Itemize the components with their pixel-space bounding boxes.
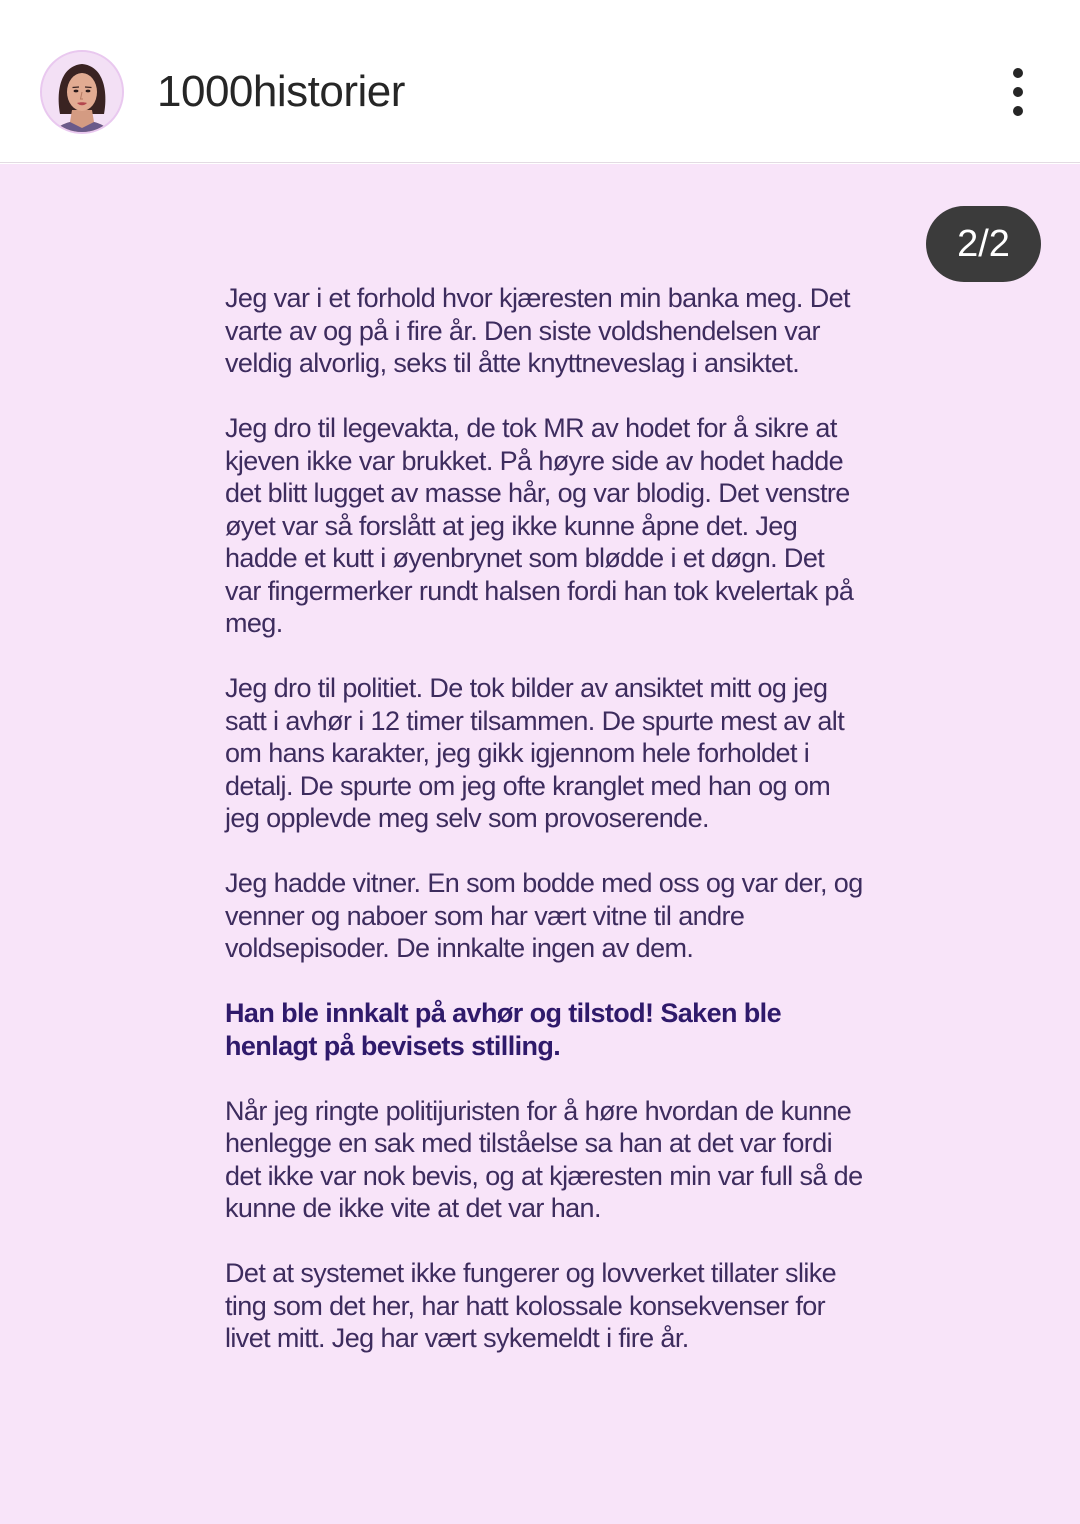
story-paragraph-2: Jeg dro til legevakta, de tok MR av hodet for å sikre at kjeven ikke var brukket. På høyre side av hodet hadde det blitt lugget av masse hår, og var blodig. Det venstre øyet var så forslått at jeg ikke kunne åpne det. Jeg hadde et kutt i øyenbrynet som blødde i et døgn. Det var fingermerker rundt halsen fordi han tok kvelertak på meg. bbox=[225, 413, 854, 638]
post-image[interactable] bbox=[0, 164, 1080, 1524]
story-paragraph-7: Det at systemet ikke fungerer og lovverket tillater slike ting som det her, har hatt kolossale konsekvenser for livet mitt. Jeg har vært sykemeldt i fire år. bbox=[225, 1258, 837, 1353]
illustrated-woman-avatar-icon bbox=[42, 52, 122, 132]
story-paragraph-3: Jeg dro til politiet. De tok bilder av ansiktet mitt og jeg satt i avhør i 12 timer tilsammen. De spurte mest av alt om hans karakter, jeg gikk igjennom hele forholdet i detalj. De spurte om jeg ofte kranglet med han og om jeg opplevde meg selv som provoserende. bbox=[225, 673, 845, 833]
profile-username[interactable]: 1000historier bbox=[157, 67, 405, 116]
more-options-button[interactable] bbox=[996, 62, 1040, 122]
more-vertical-icon-dot-2 bbox=[1013, 87, 1023, 97]
post-header bbox=[0, 0, 1080, 163]
story-paragraph-4: Jeg hadde vitner. En som bodde med oss og var der, og venner og naboer som har vært vitne til andre voldsepisoder. De innkalte ingen av dem. bbox=[225, 868, 863, 963]
story-highlight-paragraph: Han ble innkalt på avhør og tilstod! Saken ble henlagt på bevisets stilling. bbox=[225, 998, 781, 1061]
profile-avatar[interactable] bbox=[40, 50, 124, 134]
more-vertical-icon-dot-3 bbox=[1013, 106, 1023, 116]
story-text bbox=[225, 282, 865, 1387]
slide-counter-badge: 2/2 bbox=[926, 206, 1041, 282]
story-paragraph-1: Jeg var i et forhold hvor kjæresten min banka meg. Det varte av og på i fire år. Den siste voldshendelsen var veldig alvorlig, seks til åtte knyttneveslag i ansiktet. bbox=[225, 283, 850, 378]
story-paragraph-6: Når jeg ringte politijuristen for å høre hvordan de kunne henlegge en sak med tilståelse sa han at det var fordi det ikke var nok bevis, og at kjæresten min var full så de kunne de ikke vite at det var han. bbox=[225, 1095, 863, 1223]
more-vertical-icon bbox=[1013, 68, 1023, 78]
